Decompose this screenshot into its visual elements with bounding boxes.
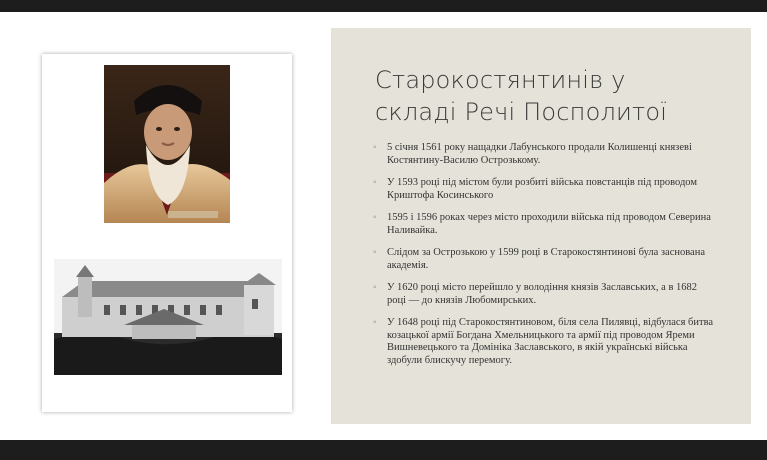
slide-title-line-2: складі Речі Посполитої [375,98,668,126]
portrait-image [104,65,230,223]
slide-title-line-1: Старокостянтинів у [375,66,626,94]
bullet-marker: ◦ [373,212,377,223]
bullet-item [371,247,716,272]
bullet-marker: ◦ [373,142,377,153]
portrait-painting-icon [104,65,230,223]
bullet-list [371,142,716,377]
bullet-text: У 1593 році під містом були розбиті війська повстанців під проводом Криштофа Косинського [387,177,698,201]
bullet-text: 5 січня 1561 року нащадки Лабунського продали Колишенці князеві Костянтину-Василю Острозькому. [387,142,692,166]
bullet-item [371,282,716,307]
bullet-marker: ◦ [373,177,377,188]
bullet-item [371,212,716,237]
bullet-marker: ◦ [373,317,377,328]
bullet-marker: ◦ [373,247,377,258]
bullet-text: У 1648 році під Старокостянтиновом, біля села Пилявці, відбулася битва козацької армії Богдана Хмельницького та армії під проводом Яреми Вишневецького та Домініка Заславського, в якій українські війська здобули блискучу перемогу. [387,317,714,366]
bullet-text: Слідом за Острозькою у 1599 році в Старокостянтинові була заснована академія. [387,247,705,271]
presentation-slide [0,12,767,440]
castle-photograph-icon [54,259,282,375]
slide-title [375,64,735,128]
bullet-marker: ◦ [373,282,377,293]
castle-image [54,259,282,375]
text-panel [331,28,751,424]
image-frame [42,54,292,412]
bullet-text: 1595 і 1596 роках через місто проходили війська під проводом Северина Наливайка. [387,212,711,236]
bullet-text: У 1620 році місто перейшло у володіння князів Заславських, а в 1682 році — до князів Любомирських. [387,282,698,306]
bullet-item [371,177,716,202]
bullet-item [371,317,716,367]
bullet-item [371,142,716,167]
